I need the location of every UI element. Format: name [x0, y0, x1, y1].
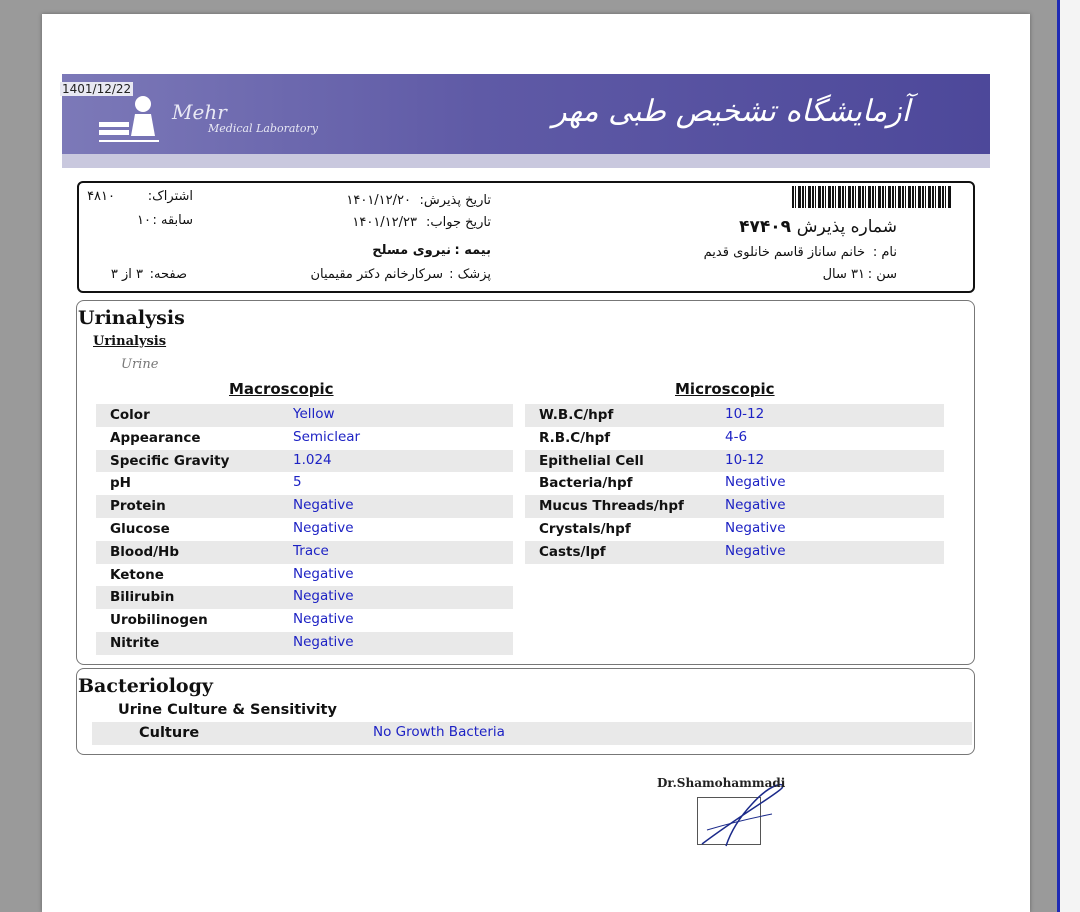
macro-test-name: Glucose — [110, 521, 170, 537]
culture-value: No Growth Bacteria — [373, 724, 505, 740]
table-row — [96, 472, 513, 495]
signature-name: Dr.Shamohammadi — [657, 776, 786, 790]
macro-test-value: Negative — [293, 497, 354, 514]
micro-test-value: 4-6 — [725, 428, 748, 445]
table-row — [96, 609, 513, 632]
lab-name-persian: آزمایشگاه تشخیص طبی مهر — [552, 94, 910, 129]
culture-name: Culture — [139, 725, 200, 741]
report-page — [42, 14, 1030, 912]
table-row — [96, 404, 513, 427]
name-value: خانم ساناز قاسم خانلوی قدیم — [703, 245, 865, 260]
lab-logo-text — [172, 100, 318, 135]
insurance-value: نیروی مسلح — [372, 243, 451, 258]
insurance-label: بیمه : — [454, 243, 491, 258]
admission-date-value: ۱۴۰۱/۱۲/۲۰ — [346, 193, 411, 208]
macro-test-name: Appearance — [110, 429, 201, 446]
age-value: ۳۱ سال — [822, 267, 865, 282]
macro-test-name: Nitrite — [110, 635, 160, 651]
table-row — [96, 564, 513, 587]
micro-test-value: Negative — [725, 497, 786, 514]
micro-test-value: Negative — [725, 542, 786, 559]
table-row — [96, 586, 513, 609]
micro-test-value: 10-12 — [725, 451, 765, 468]
macro-test-name: Bilirubin — [110, 589, 175, 606]
barcode — [792, 186, 952, 208]
macro-test-value: Negative — [293, 565, 354, 582]
urinalysis-subtitle: Urinalysis — [93, 334, 167, 349]
micro-test-name: Crystals/hpf — [539, 521, 631, 537]
table-row — [525, 450, 944, 473]
macro-test-value: Negative — [293, 611, 354, 628]
answer-date-value: ۱۴۰۱/۱۲/۲۳ — [352, 215, 417, 230]
subscription-value: ۴۸۱۰ — [87, 189, 115, 204]
answer-date-label: تاریخ جواب: — [426, 215, 491, 230]
subscription-label: اشتراک: — [147, 189, 193, 204]
micro-test-name: W.B.C/hpf — [539, 407, 614, 423]
macro-test-name: Protein — [110, 498, 166, 515]
macro-test-name: pH — [110, 475, 131, 492]
table-row — [96, 427, 513, 450]
table-row — [96, 632, 513, 655]
macroscopic-header: Macroscopic — [229, 380, 334, 398]
table-row — [525, 518, 944, 541]
table-row — [92, 722, 972, 745]
macro-test-name: Urobilinogen — [110, 612, 208, 629]
table-row — [96, 541, 513, 564]
microscopic-header: Microscopic — [675, 380, 775, 398]
table-row — [525, 541, 944, 564]
micro-test-name: Epithelial Cell — [539, 452, 644, 469]
history-label: سابقه : — [152, 213, 193, 228]
logo-name: Mehr — [172, 100, 227, 124]
macro-test-value: 1.024 — [293, 451, 332, 468]
macro-test-name: Ketone — [110, 566, 164, 583]
macro-test-value: Negative — [293, 588, 354, 605]
specimen-label: Urine — [121, 357, 159, 372]
doctor-value: سرکارخانم دکتر مقیمیان — [310, 267, 443, 282]
page-label: صفحه: — [149, 267, 187, 282]
micro-test-value: Negative — [725, 520, 786, 536]
table-row — [525, 404, 944, 427]
age-label: سن : — [867, 267, 897, 282]
micro-test-name: Casts/lpf — [539, 543, 606, 560]
macro-test-name: Specific Gravity — [110, 452, 230, 469]
micro-test-value: Negative — [725, 474, 786, 491]
table-row — [525, 495, 944, 518]
logo-subtitle: Medical Laboratory — [208, 122, 318, 135]
admission-date-label: تاریخ پذیرش: — [419, 193, 491, 208]
reception-value: ۴۷۴۰۹ — [739, 217, 791, 237]
urinalysis-title: Urinalysis — [78, 307, 185, 329]
micro-test-name: R.B.C/hpf — [539, 429, 611, 446]
culture-subtitle: Urine Culture & Sensitivity — [118, 702, 337, 718]
page-value: ۳ از ۳ — [110, 267, 143, 282]
macro-test-value: Semiclear — [293, 428, 361, 445]
macro-test-value: Negative — [293, 520, 354, 536]
doctor-label: پزشک : — [449, 267, 491, 282]
bacteriology-title: Bacteriology — [78, 675, 213, 697]
reception-label: شماره پذیرش : — [785, 217, 897, 237]
table-row — [96, 495, 513, 518]
table-row — [525, 427, 944, 450]
window-edge — [1057, 0, 1080, 912]
history-value: ۱۰ — [137, 213, 151, 228]
print-date: 1401/12/22 — [62, 82, 132, 96]
name-label: نام : — [872, 245, 897, 260]
macro-test-name: Blood/Hb — [110, 543, 180, 560]
macro-test-value: 5 — [293, 474, 302, 491]
table-row — [96, 518, 513, 541]
table-row — [96, 450, 513, 473]
macro-test-value: Trace — [293, 542, 329, 559]
table-row — [525, 472, 944, 495]
micro-test-value: 10-12 — [725, 406, 765, 422]
banner-strip — [62, 154, 990, 168]
macro-test-value: Yellow — [293, 406, 335, 422]
macro-test-value: Negative — [293, 634, 354, 650]
micro-test-name: Mucus Threads/hpf — [539, 498, 684, 515]
micro-test-name: Bacteria/hpf — [539, 475, 633, 492]
macro-test-name: Color — [110, 407, 150, 423]
lab-logo-icon — [97, 92, 167, 148]
